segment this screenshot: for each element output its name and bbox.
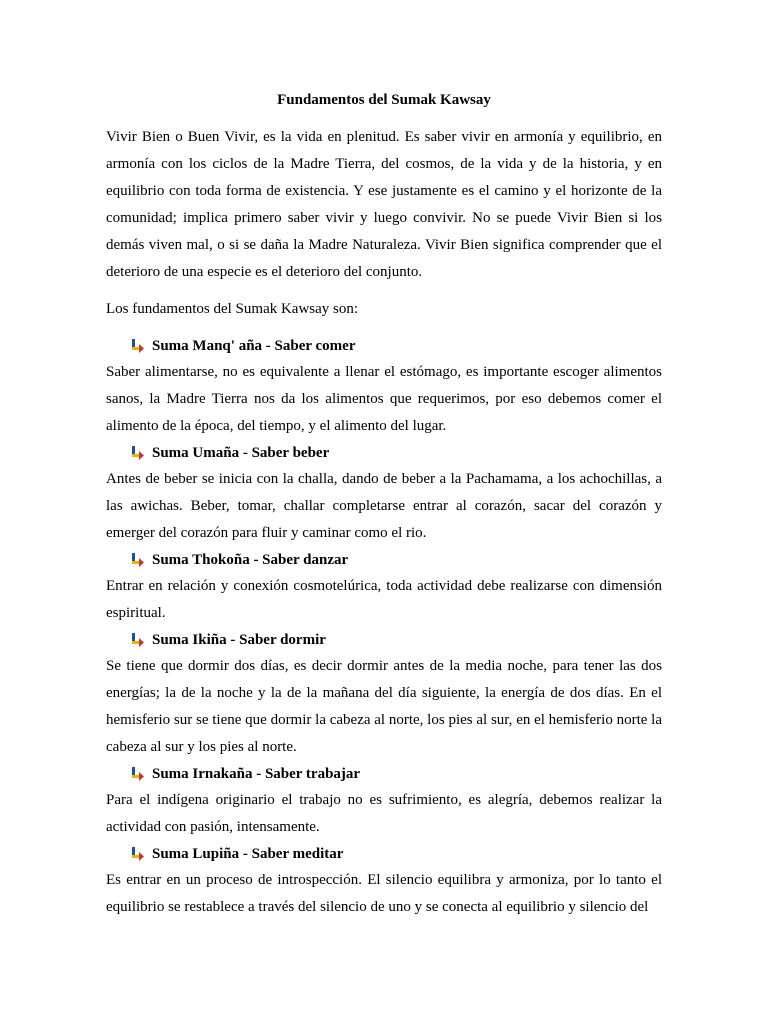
fundamentos-intro: Los fundamentos del Sumak Kawsay son: xyxy=(106,301,359,317)
arrow-down-right-icon xyxy=(128,445,144,461)
section-saber-trabajar xyxy=(106,761,662,841)
section-text: Para el indígena originario el trabajo no es sufrimiento, es alegría, debemos realizar la actividad con pasión, intensamente. xyxy=(106,792,662,835)
paragraph-vivir-bien: Vivir Bien o Buen Vivir, es la vida en plenitud. Es saber vivir en armonía y equilibrio, en armonía con los ciclos de la Madre Tierra, del cosmos, de la vida y de la historia, y en equilibrio con toda forma de existencia. Y ese justamente es el camino y el horizonte de la comunidad; implica primero saber vivir y luego convivir. No se puede Vivir Bien si los demás viven mal, o si se daña la Madre Naturaleza. Vivir Bien significa comprender que el deterioro de una especie es el deterioro del conjunto. xyxy=(106,129,662,280)
arrow-down-right-icon xyxy=(128,552,144,568)
section-heading: Suma Lupiña - Saber meditar xyxy=(152,846,344,862)
arrow-down-right-icon xyxy=(128,846,144,862)
section-heading: Suma Irnakaña - Saber trabajar xyxy=(152,766,361,782)
arrow-down-right-icon xyxy=(128,766,144,782)
section-text: Antes de beber se inicia con la challa, dando de beber a la Pachamama, a los achochillas, a las awichas. Beber, tomar, challar completarse entrar al corazón, sacar del corazón y emerger del corazón para fluir y caminar como el rio. xyxy=(106,471,662,541)
section-heading: Suma Thokoña - Saber danzar xyxy=(152,552,349,568)
section-text: Se tiene que dormir dos días, es decir dormir antes de la media noche, para tener las dos energías; la de la noche y la de la mañana del día siguiente, la energía de dos días. En el hemisferio sur se tiene que dormir la cabeza al norte, los pies al sur, en el hemisferio norte la cabeza al sur y los pies al norte. xyxy=(106,658,662,755)
bullet-heading xyxy=(128,440,662,466)
document-page xyxy=(106,90,662,921)
section-heading: Suma Manq' aña - Saber comer xyxy=(152,338,356,354)
document-title: Fundamentos del Sumak Kawsay xyxy=(277,92,491,108)
section-heading: Suma Umaña - Saber beber xyxy=(152,445,330,461)
section-text: Es entrar en un proceso de introspección. El silencio equilibra y armoniza, por lo tanto el equilibrio se restablece a través del silencio de uno y se conecta al equilibrio y silencio del xyxy=(106,872,662,915)
bullet-heading xyxy=(128,627,662,653)
section-saber-meditar xyxy=(106,841,662,921)
section-saber-danzar xyxy=(106,547,662,627)
bullet-heading xyxy=(128,841,662,867)
bullet-heading xyxy=(128,761,662,787)
arrow-down-right-icon xyxy=(128,632,144,648)
section-saber-dormir xyxy=(106,627,662,761)
section-saber-beber xyxy=(106,440,662,547)
bullet-heading xyxy=(128,333,662,359)
section-heading: Suma Ikiña - Saber dormir xyxy=(152,632,326,648)
bullet-heading xyxy=(128,547,662,573)
section-text: Entrar en relación y conexión cosmotelúrica, toda actividad debe realizarse con dimensión espiritual. xyxy=(106,578,662,621)
section-text: Saber alimentarse, no es equivalente a llenar el estómago, es importante escoger alimentos sanos, la Madre Tierra nos da los alimentos que requerimos, por eso debemos comer el alimento de la época, del tiempo, y el alimento del lugar. xyxy=(106,364,662,434)
section-saber-comer xyxy=(106,333,662,440)
arrow-down-right-icon xyxy=(128,338,144,354)
